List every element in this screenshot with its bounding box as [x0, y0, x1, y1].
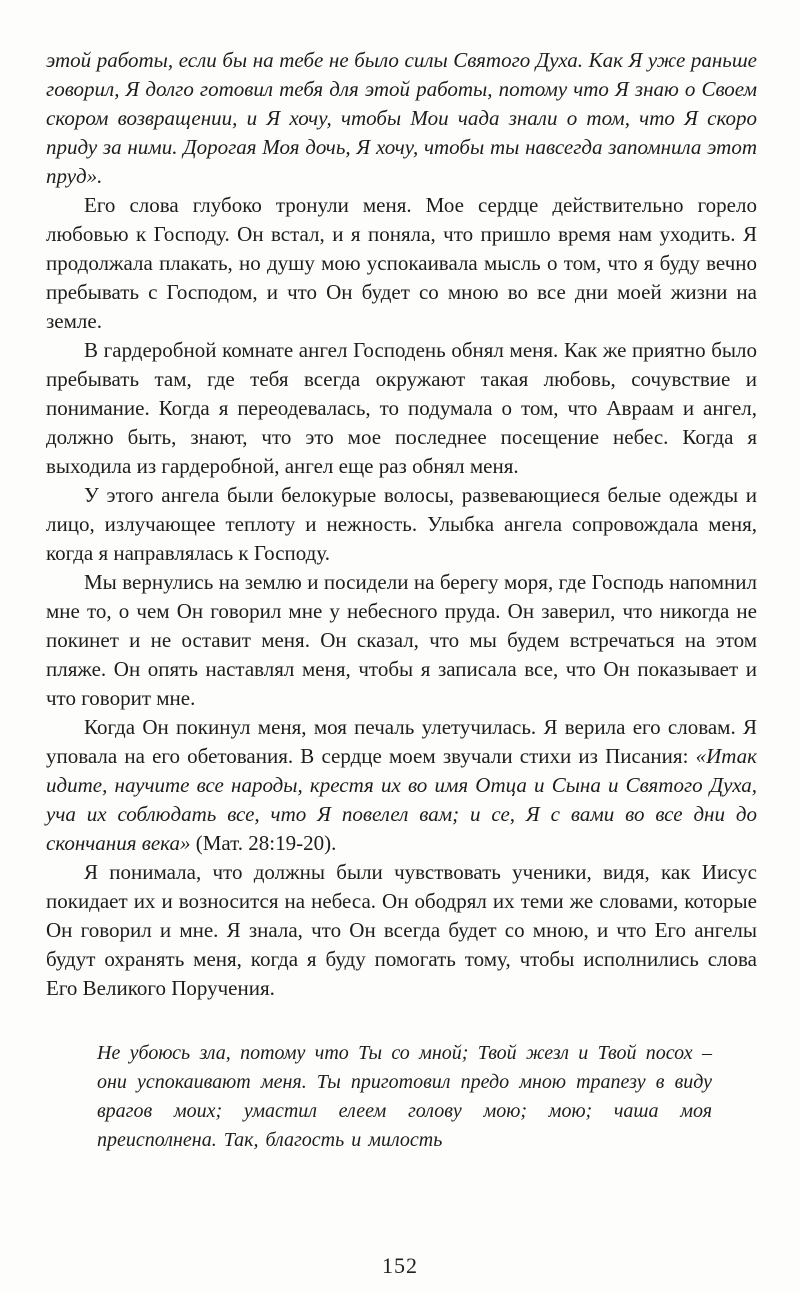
paragraph-dressing-room: В гардеробной комнате ангел Господень обнял меня. Как же приятно было пребывать там, где тебя всегда окружают такая любовь, сочувствие и понимание. Когда я переодевалась, то подумала о том, что Авраам и ангел, должно быть, знают, что это мое последнее посещение небес. Когда я выходила из гардеробной, ангел еще раз обнял меня. [46, 338, 757, 478]
paragraph-his-words: Его слова глубоко тронули меня. Мое сердце действительно горело любовью к Господу. Он встал, и я поняла, что пришло время нам уходить. Я продолжала плакать, но душу мою успокаивала мысль о том, что я буду вечно пребывать с Господом, и что Он будет со мною во все дни моей жизни на земле. [46, 193, 757, 333]
paragraph-return-to-earth: Мы вернулись на землю и посидели на берегу моря, где Господь напомнил мне то, о чем Он говорил мне у небесного пруда. Он заверил, что никогда не покинет и не оставит меня. Он сказал, что мы будем встречаться на этом пляже. Он опять наставлял меня, чтобы я записала все, что Он показывает и что говорит мне. [46, 570, 757, 710]
page-footer [0, 1251, 800, 1280]
psalm-block-quote: Не убоюсь зла, потому что Ты со мной; Твой жезл и Твой посох – они успокаивают меня. Ты приготовил предо мною трапезу в виду врагов моих; умастил елеем голову мою; мою; чаша моя преисполнена. Так, благость и милость [97, 1042, 712, 1151]
paragraph-disciples: Я понимала, что должны были чувствовать ученики, видя, как Иисус покидает их и возносится на небеса. Он ободрял их теми же словами, которые Он говорил и мне. Я знала, что Он всегда будет со мною, и что Его ангелы будут охранять меня, когда я буду помогать тому, чтобы исполнились слова Его Великого Поручения. [46, 860, 757, 1000]
page-number: 152 [382, 1253, 418, 1278]
scripture-quote: «Итак идите, научите все народы, крестя их во имя Отца и Сына и Святого Духа, уча их соблюдать все, что Я повелел вам; и се, Я с вами во все дни до скончания века» [46, 744, 757, 855]
paragraph-with-scripture [46, 713, 757, 858]
continuation-quote-paragraph: этой работы, если бы на тебе не было силы Святого Духа. Как Я уже раньше говорил, Я долго готовил тебя для этой работы, потому что Я знаю о Своем скором возвращении, и Я хочу, чтобы Мои чада знали о том, что Я скоро приду за ними. Дорогая Моя дочь, Я хочу, чтобы ты навсегда запомнила этот пруд». [46, 48, 757, 188]
paragraph-lead-text: Когда Он покинул меня, моя печаль улетучилась. Я верила его словам. Я уповала на его обетования. В сердце моем звучали стихи из Писания: [46, 715, 757, 768]
paragraph-angel-description: У этого ангела были белокурые волосы, развевающиеся белые одежды и лицо, излучающее теплоту и нежность. Улыбка ангела сопровождала меня, когда я направлялась к Господу. [46, 483, 757, 565]
page-body [46, 46, 757, 1155]
scripture-reference: (Мат. 28:19-20). [190, 831, 337, 855]
